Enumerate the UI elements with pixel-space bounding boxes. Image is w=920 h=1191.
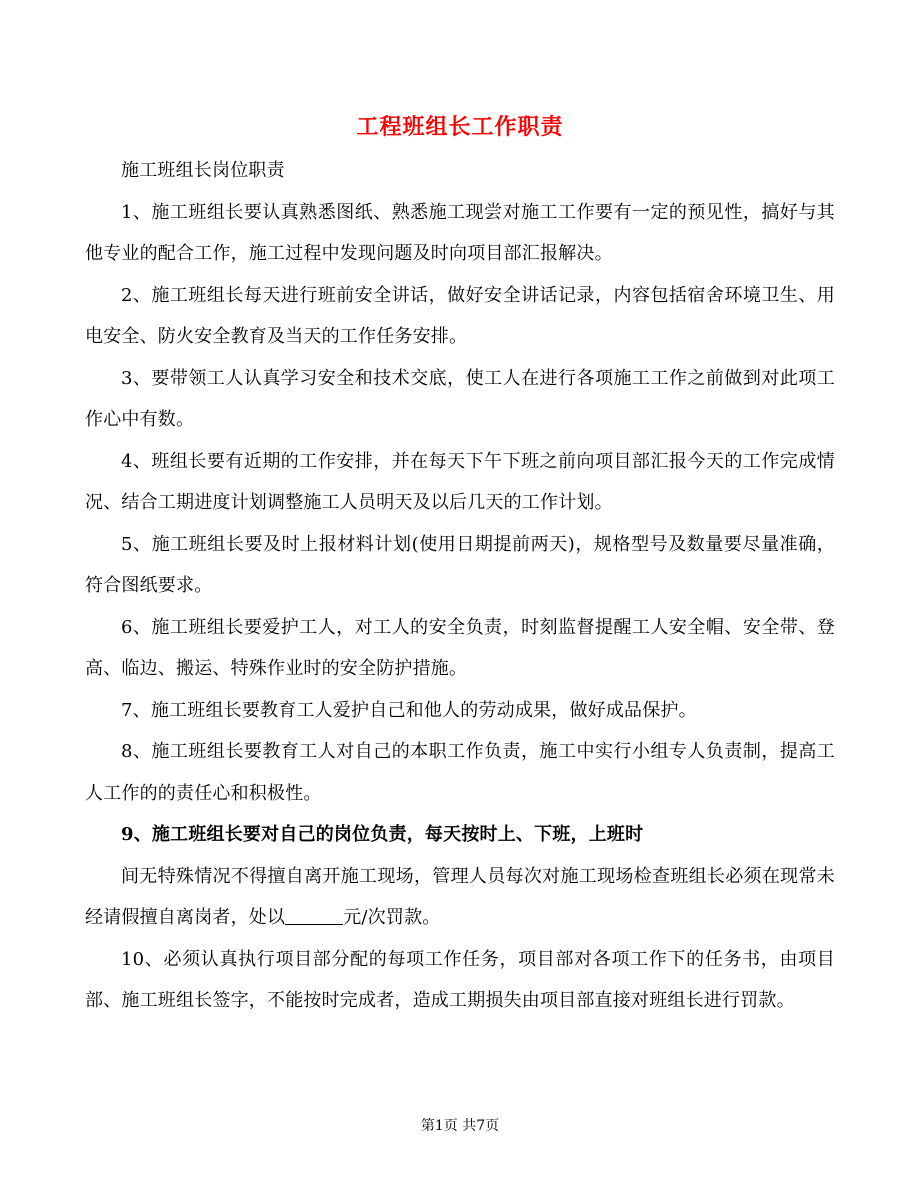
duty-item-9-continuation: [85, 856, 835, 939]
duty-item-7: 7、施工班组长要教育工人爱护自己和他人的劳动成果，做好成品保护。: [121, 699, 697, 721]
page-indicator: 第1页 共7页: [420, 1118, 500, 1134]
section-heading: 施工班组长岗位职责: [121, 160, 285, 181]
duty-item-4: 4、班组长要有近期的工作安排，并在每天下午下班之前向项目部汇报今天的工作完成情况、结合工期进度计划调整施工人员明天及以后几天的工作计划。: [85, 450, 835, 513]
fine-amount-blank: [285, 906, 343, 925]
duty-item-2: 2、施工班组长每天进行班前安全讲话，做好安全讲话记录，内容包括宿舍环境卫生、用电安全、防火安全教育及当天的工作任务安排。: [85, 284, 835, 347]
duty-item-9-heading: 9、施工班组长要对自己的岗位负责，每天按时上、下班，上班时: [121, 824, 644, 845]
duty-item-8: 8、施工班组长要教育工人对自己的本职工作负责，施工中实行小组专人负责制，提高工人工作的的责任心和积极性。: [85, 741, 835, 804]
duty-item-1: 1、施工班组长要认真熟悉图纸、熟悉施工现尝对施工工作要有一定的预见性，搞好与其他专业的配合工作，施工过程中发现问题及时向项目部汇报解决。: [85, 201, 835, 264]
duty-item-9-fine-unit: 元/次罚款。: [343, 907, 441, 928]
duty-item-5: 5、施工班组长要及时上报材料计划(使用日期提前两天)，规格型号及数量要尽量准确，符合图纸要求。: [85, 533, 835, 596]
duty-item-6: 6、施工班组长要爱护工人，对工人的安全负责，时刻监督提醒工人安全帽、安全带、登高、临边、搬运、特殊作业时的安全防护措施。: [85, 616, 835, 679]
duty-item-10: 10、必须认真执行项目部分配的每项工作任务，项目部对各项工作下的任务书，由项目部、施工班组长签字，不能按时完成者，造成工期损失由项目部直接对班组长进行罚款。: [85, 948, 835, 1011]
duty-item-9-text: 间无特殊情况不得擅自离开施工现场，管理人员每次对施工现场检查班组长必须在现常未经请假擅自离岗者，处以: [85, 865, 835, 928]
duty-item-3: 3、要带领工人认真学习安全和技术交底，使工人在进行各项施工工作之前做到对此项工作心中有数。: [85, 367, 835, 430]
document-body: [85, 150, 835, 1022]
document-title: 工程班组长工作职责: [356, 114, 564, 140]
